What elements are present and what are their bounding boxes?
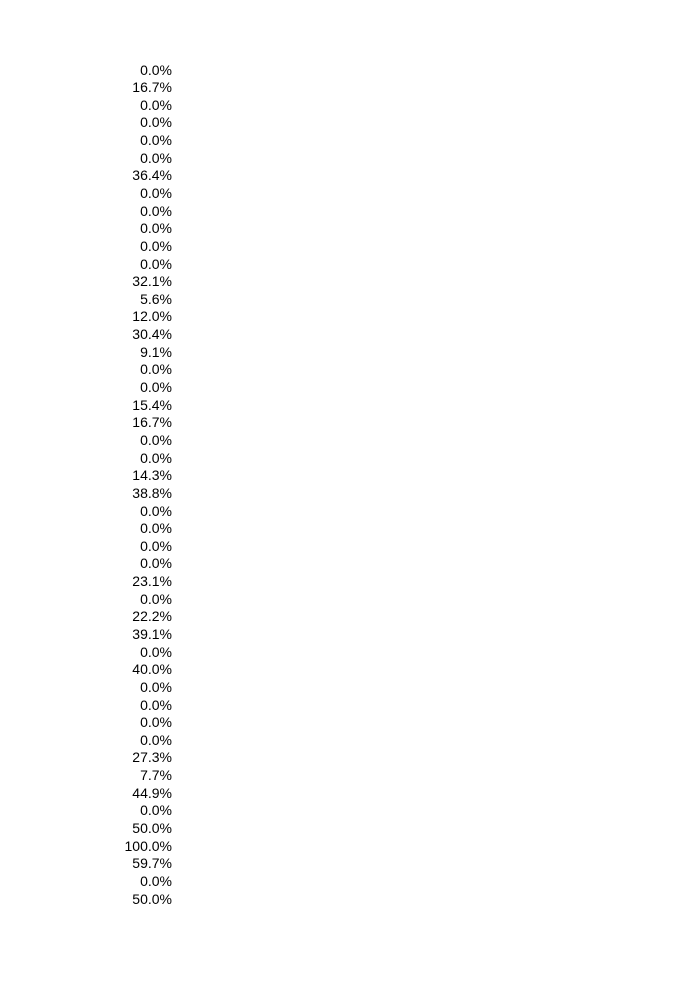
percent-value: 0.0% xyxy=(140,237,172,254)
percent-value: 0.0% xyxy=(140,590,172,607)
percent-value: 0.0% xyxy=(140,255,172,272)
percent-value: 0.0% xyxy=(140,678,172,695)
percent-value: 39.1% xyxy=(132,626,172,642)
percent-value: 0.0% xyxy=(140,696,172,713)
percent-value: 12.0% xyxy=(132,308,172,325)
percent-value: 0.0% xyxy=(140,114,172,131)
percent-value: 0.0% xyxy=(140,872,172,889)
percent-value: 0.0% xyxy=(140,202,172,219)
percent-value: 15.4% xyxy=(132,396,172,413)
percent-value: 16.7% xyxy=(132,414,172,431)
percent-value: 0.0% xyxy=(140,184,172,201)
percent-value: 14.3% xyxy=(132,467,172,484)
percent-value: 9.1% xyxy=(140,343,172,360)
percent-value: 0.0% xyxy=(140,555,172,572)
percent-value: 0.0% xyxy=(140,431,172,448)
percent-value: 0.0% xyxy=(140,520,172,537)
percent-value: 30.4% xyxy=(132,326,172,343)
percent-value: 50.0% xyxy=(132,820,172,837)
percent-value: 7.7% xyxy=(140,767,172,784)
percent-value: 22.2% xyxy=(132,608,172,625)
percent-value: 0.0% xyxy=(140,643,172,660)
percent-value: 0.0% xyxy=(140,802,172,819)
percent-value: 0.0% xyxy=(140,361,172,378)
percent-value: 0.0% xyxy=(140,731,172,748)
percent-value: 0.0% xyxy=(140,714,172,731)
percent-value: 40.0% xyxy=(132,661,172,678)
percent-value: 16.7% xyxy=(132,79,172,96)
percent-value: 0.0% xyxy=(140,61,172,78)
percent-value: 0.0% xyxy=(140,220,172,237)
percent-value: 0.0% xyxy=(140,149,172,166)
percent-value: 0.0% xyxy=(140,132,172,149)
percent-value: 0.0% xyxy=(140,502,172,519)
percent-value: 0.0% xyxy=(140,96,172,113)
percent-value: 32.1% xyxy=(132,273,172,290)
percent-value: 38.8% xyxy=(132,484,172,501)
percent-value: 59.7% xyxy=(132,855,172,872)
percent-value: 27.3% xyxy=(132,749,172,766)
percent-value: 0.0% xyxy=(140,449,172,466)
percent-value: 5.6% xyxy=(140,290,172,307)
percent-value: 0.0% xyxy=(140,379,172,396)
percent-value: 44.9% xyxy=(132,784,172,801)
percent-column xyxy=(0,62,172,909)
percent-value: 50.0% xyxy=(132,890,172,907)
percent-value: 0.0% xyxy=(140,537,172,554)
percent-value: 36.4% xyxy=(132,167,172,184)
percent-value: 100.0% xyxy=(124,837,172,854)
percent-value: 23.1% xyxy=(132,573,172,590)
